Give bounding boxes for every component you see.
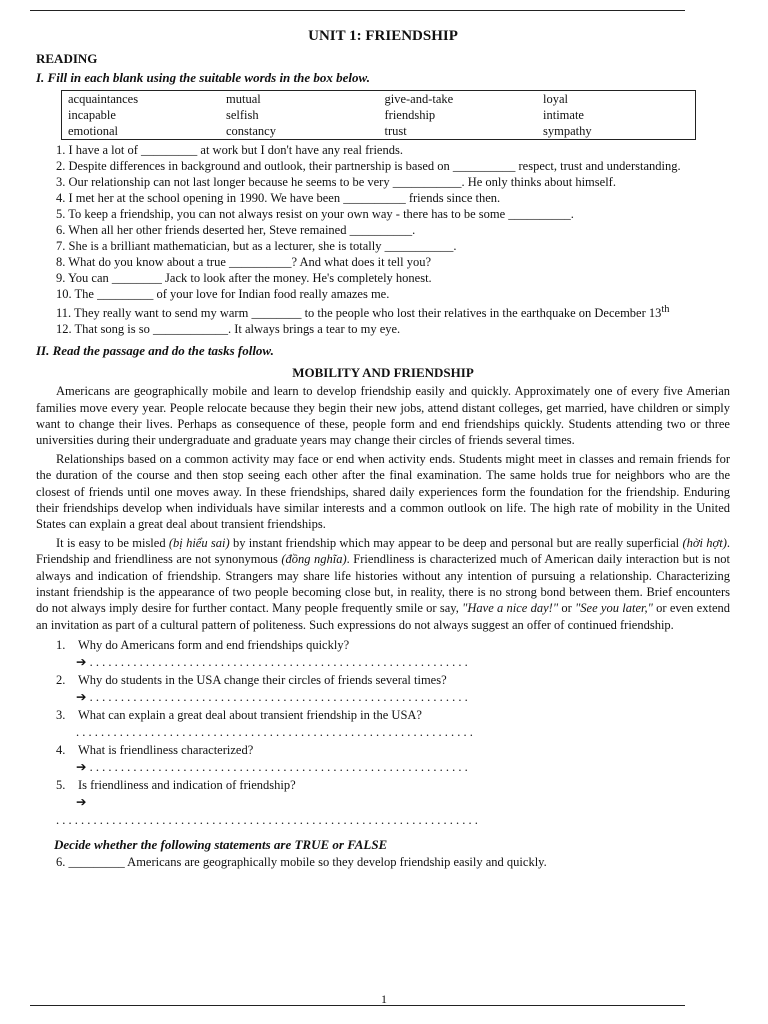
question-item: 7. She is a brilliant mathematician, but as a lecturer, she is totally ___________. [56, 239, 457, 253]
word: trust [384, 124, 407, 138]
word: constancy [226, 124, 276, 138]
question-item [56, 302, 730, 321]
answer-dots[interactable]: . . . . . . . . . . . . . . . . . . . . . . . . . . . . . . . . . . . . . . . . . . . . . . . . . . . . . . . . . . . . . . . . . . . . [56, 813, 478, 828]
question-item [56, 742, 730, 775]
question-text: Why do students in the USA change their circles of friends several times? [78, 673, 447, 688]
word: acquaintances [68, 92, 139, 106]
word: emotional [68, 124, 118, 138]
answer-line[interactable]: ➔ [76, 794, 87, 809]
question-item: 5. To keep a friendship, you can not always resist on your own way - there has to be some __________. [56, 207, 574, 221]
answer-line[interactable]: ➔ . . . . . . . . . . . . . . . . . . . . . . . . . . . . . . . . . . . . . . . . . . . . . . . . . . . . . . . . . . . . . [76, 689, 468, 704]
true-false-instruction: Decide whether the following statements are TRUE or FALSE [54, 836, 388, 852]
question-item [56, 707, 730, 740]
question-text: What is friendliness characterized? [78, 743, 254, 758]
word: friendship [384, 108, 436, 122]
section-heading: READING [36, 51, 98, 66]
top-rule [30, 10, 685, 11]
question-number: 4. [56, 743, 66, 758]
question-item: 8. What do you know about a true __________? And what does it tell you? [56, 255, 432, 269]
superscript: th [661, 304, 670, 315]
question-text: Is friendliness and indication of friendship? [78, 778, 296, 793]
quote: "Have a nice day!" [462, 601, 559, 616]
bottom-rule [30, 1005, 685, 1006]
word-box [61, 90, 696, 140]
question-text: 11. They really want to send my warm ________ to the people who lost their relatives in the earthquake on December 13 [56, 306, 662, 321]
worksheet [36, 28, 730, 870]
text-run: . Friendship and friendliness are not synonymous [36, 535, 730, 567]
question-number: 5. [56, 778, 66, 793]
question-number: 2. [56, 673, 66, 688]
word: mutual [226, 92, 261, 106]
passage-title: MOBILITY AND FRIENDSHIP [292, 365, 474, 381]
quote: "See you later," [575, 601, 653, 616]
question-item: 9. You can ________ Jack to look after the money. He's completely honest. [56, 271, 432, 285]
question-number: 1. [56, 638, 66, 653]
fill-blank-questions [56, 142, 730, 337]
passage-paragraph: Relationships based on a common activity may face or end when activity ends. Students might meet in classes and remain friends for the duration of the course and then stop seeing each other after the final examination. The same holds true for neighbors who are the closest of friends until one moves away. In these friendships, shared daily experiences form the foundation for the friendship. Enduring their friendships develop when individuals have similar interests and a common outlook on life. The high rate of mobility in the United States can explain a great deal about transient friendships. [36, 451, 730, 532]
comprehension-questions [56, 637, 730, 829]
question-item: 1. I have a lot of _________ at work but I don't have any real friends. [56, 143, 403, 157]
word: sympathy [543, 124, 592, 138]
statement-item: 6. _________ Americans are geographically mobile so they develop friendship easily and quickly. [56, 854, 547, 869]
answer-line[interactable]: . . . . . . . . . . . . . . . . . . . . . . . . . . . . . . . . . . . . . . . . . . . . . . . . . . . . . . . . . . . . . . . . [76, 724, 473, 739]
part2-instruction: II. Read the passage and do the tasks follow. [36, 343, 274, 359]
passage-paragraph: Americans are geographically mobile and learn to develop friendship easily and quickly. Approximately one of every five Amerian families move every year. People relocate because they begin their new jobs, attend distant colleges, get married, have children or simply want to change their lives. Perhaps as consequence of these, people form and end friendships quickly. Students attending two or three universities during their undergraduate and graduate years may change their circles of friends several times. [36, 384, 730, 448]
gloss: (đồng nghĩa) [281, 552, 347, 567]
question-item: 2. Despite differences in background and outlook, their partnership is based on __________ respect, trust and understanding. [56, 159, 681, 173]
text-run: It is easy to be misled [56, 535, 169, 550]
part1-instruction: I. Fill in each blank using the suitable words in the box below. [36, 70, 370, 85]
answer-line[interactable]: ➔ . . . . . . . . . . . . . . . . . . . . . . . . . . . . . . . . . . . . . . . . . . . . . . . . . . . . . . . . . . . . . [76, 654, 468, 669]
question-number: 3. [56, 708, 66, 723]
passage-paragraph [36, 535, 730, 633]
text-run: by instant friendship which may appear to be deep and personal but are really superficial [229, 535, 683, 550]
word: loyal [543, 92, 568, 106]
text-run: . Friendliness is characterized much of American daily interaction but is not always and indication of friendship. Strangers may share life histories without any intention of pursuing a relationship. Characterizing instant friendship is the appearance of two people becoming close but, in reality, there is no strong bond between them. Brief encounters do not always imply desire for further contact. Many people frequently smile or say, [36, 552, 730, 616]
word-box-row [62, 123, 696, 140]
page-title: UNIT 1: FRIENDSHIP [308, 28, 458, 44]
gloss: (hời hợt) [682, 535, 727, 550]
answer-line[interactable]: ➔ . . . . . . . . . . . . . . . . . . . . . . . . . . . . . . . . . . . . . . . . . . . . . . . . . . . . . . . . . . . . . [76, 759, 468, 774]
word: selfish [226, 108, 259, 122]
question-text: What can explain a great deal about transient friendship in the USA? [78, 708, 422, 723]
word: give-and-take [384, 92, 454, 106]
text-run: or [558, 601, 576, 616]
question-item [56, 637, 730, 670]
gloss: (bị hiểu sai) [168, 535, 230, 550]
page-number: 1 [381, 992, 387, 1006]
word-box-row [62, 107, 696, 123]
word: incapable [68, 108, 116, 122]
text-run: or even extend an invitation as part of a cultural pattern of politeness. Such expressions do not always suggest an offer of continued friendship. [36, 601, 731, 632]
question-item [56, 672, 730, 705]
question-item: 4. I met her at the school opening in 1990. We have been __________ friends since then. [56, 191, 501, 205]
question-item: 10. The _________ of your love for Indian food really amazes me. [56, 287, 390, 301]
question-text: Why do Americans form and end friendships quickly? [78, 638, 350, 653]
word: intimate [543, 108, 584, 122]
question-item: 12. That song is so ____________. It always brings a tear to my eye. [56, 322, 401, 337]
question-item: 3. Our relationship can not last longer because he seems to be very ___________. He only thinks about himself. [56, 175, 616, 189]
question-item: 6. When all her other friends deserted her, Steve remained __________. [56, 223, 416, 237]
word-box-row [62, 91, 696, 108]
question-item [56, 777, 730, 829]
